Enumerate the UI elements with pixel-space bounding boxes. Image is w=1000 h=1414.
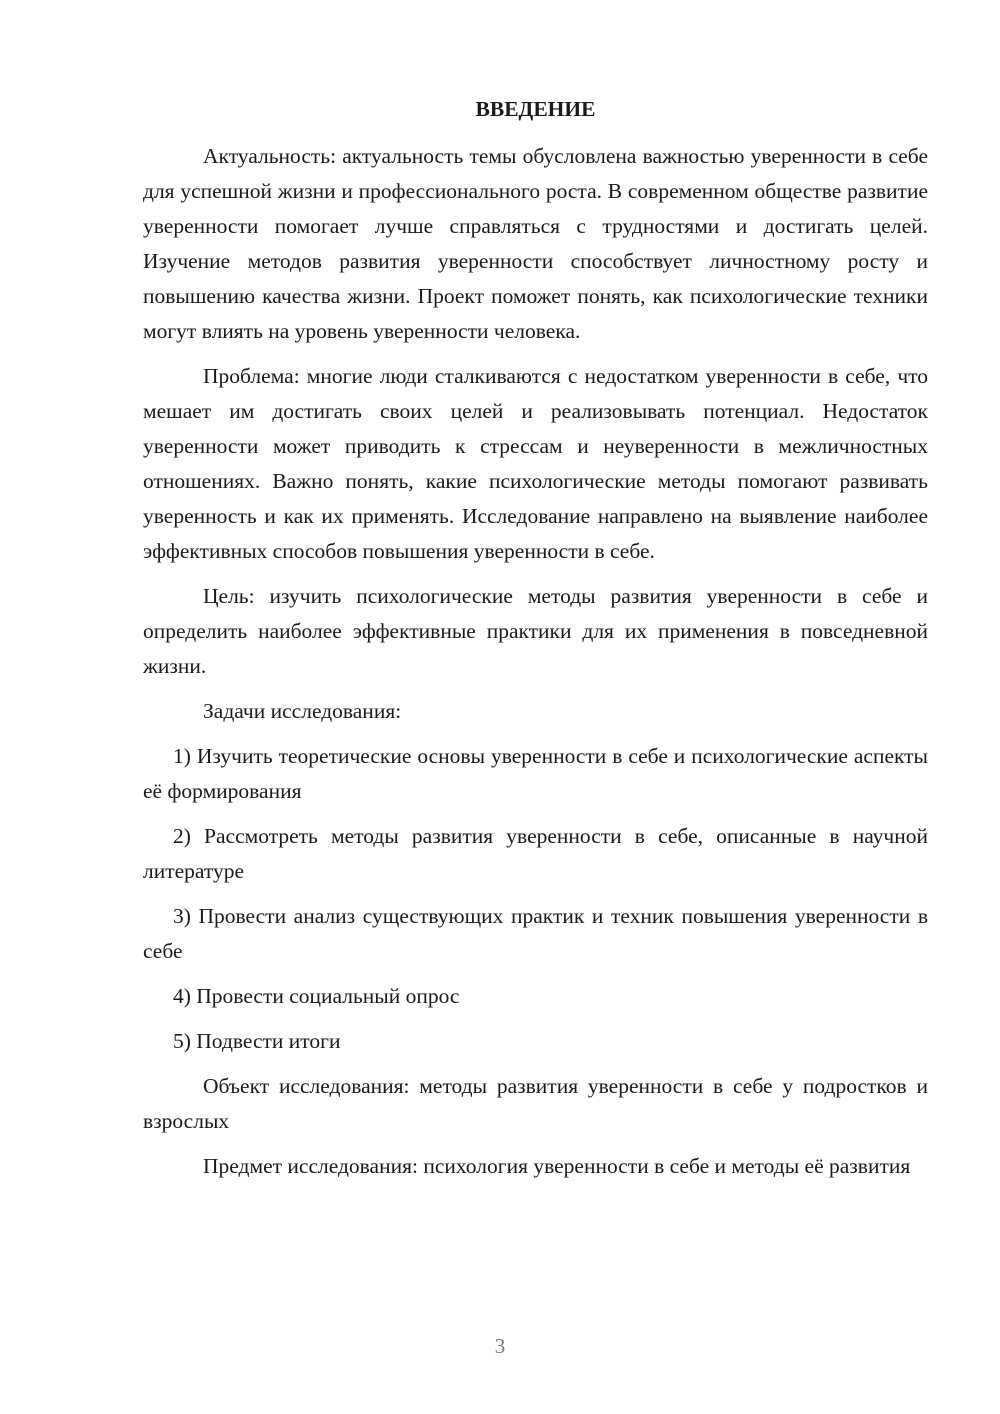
task-item-3: 3) Провести анализ существующих практик и техник повышения уверенности в себе	[143, 904, 928, 963]
task-item-2: 2) Рассмотреть методы развития уверенности в себе, описанные в научной литературе	[143, 824, 928, 883]
task-item-5: 5) Подвести итоги	[173, 1029, 341, 1053]
research-subject-paragraph: Предмет исследования: психология уверенности в себе и методы её развития	[203, 1154, 911, 1178]
task-item-1: 1) Изучить теоретические основы уверенности в себе и психологические аспекты её формирования	[143, 744, 928, 803]
page-number: 3	[494, 1334, 506, 1358]
goal-paragraph: Цель: изучить психологические методы развития уверенности в себе и определить наиболее эффективные практики для их применения в повседневной жизни.	[143, 584, 928, 678]
document-page	[143, 92, 928, 1194]
section-title: ВВЕДЕНИЕ	[475, 97, 596, 121]
relevance-paragraph: Актуальность: актуальность темы обусловлена важностью уверенности в себе для успешной жизни и профессионального роста. В современном обществе развитие уверенности помогает лучше справляться с трудностями и достигать целей. Изучение методов развития уверенности способствует личностному росту и повышению качества жизни. Проект поможет понять, как психологические техники могут влиять на уровень уверенности человека.	[143, 144, 928, 343]
problem-paragraph: Проблема: многие люди сталкиваются с недостатком уверенности в себе, что мешает им достигать своих целей и реализовывать потенциал. Недостаток уверенности может приводить к стрессам и неуверенности в межличностных отношениях. Важно понять, какие психологические методы помогают развивать уверенность и как их применять. Исследование направлено на выявление наиболее эффективных способов повышения уверенности в себе.	[143, 364, 928, 563]
tasks-heading: Задачи исследования:	[203, 699, 402, 723]
task-item-4: 4) Провести социальный опрос	[173, 984, 460, 1008]
research-object-paragraph: Объект исследования: методы развития уверенности в себе у подростков и взрослых	[143, 1074, 928, 1133]
